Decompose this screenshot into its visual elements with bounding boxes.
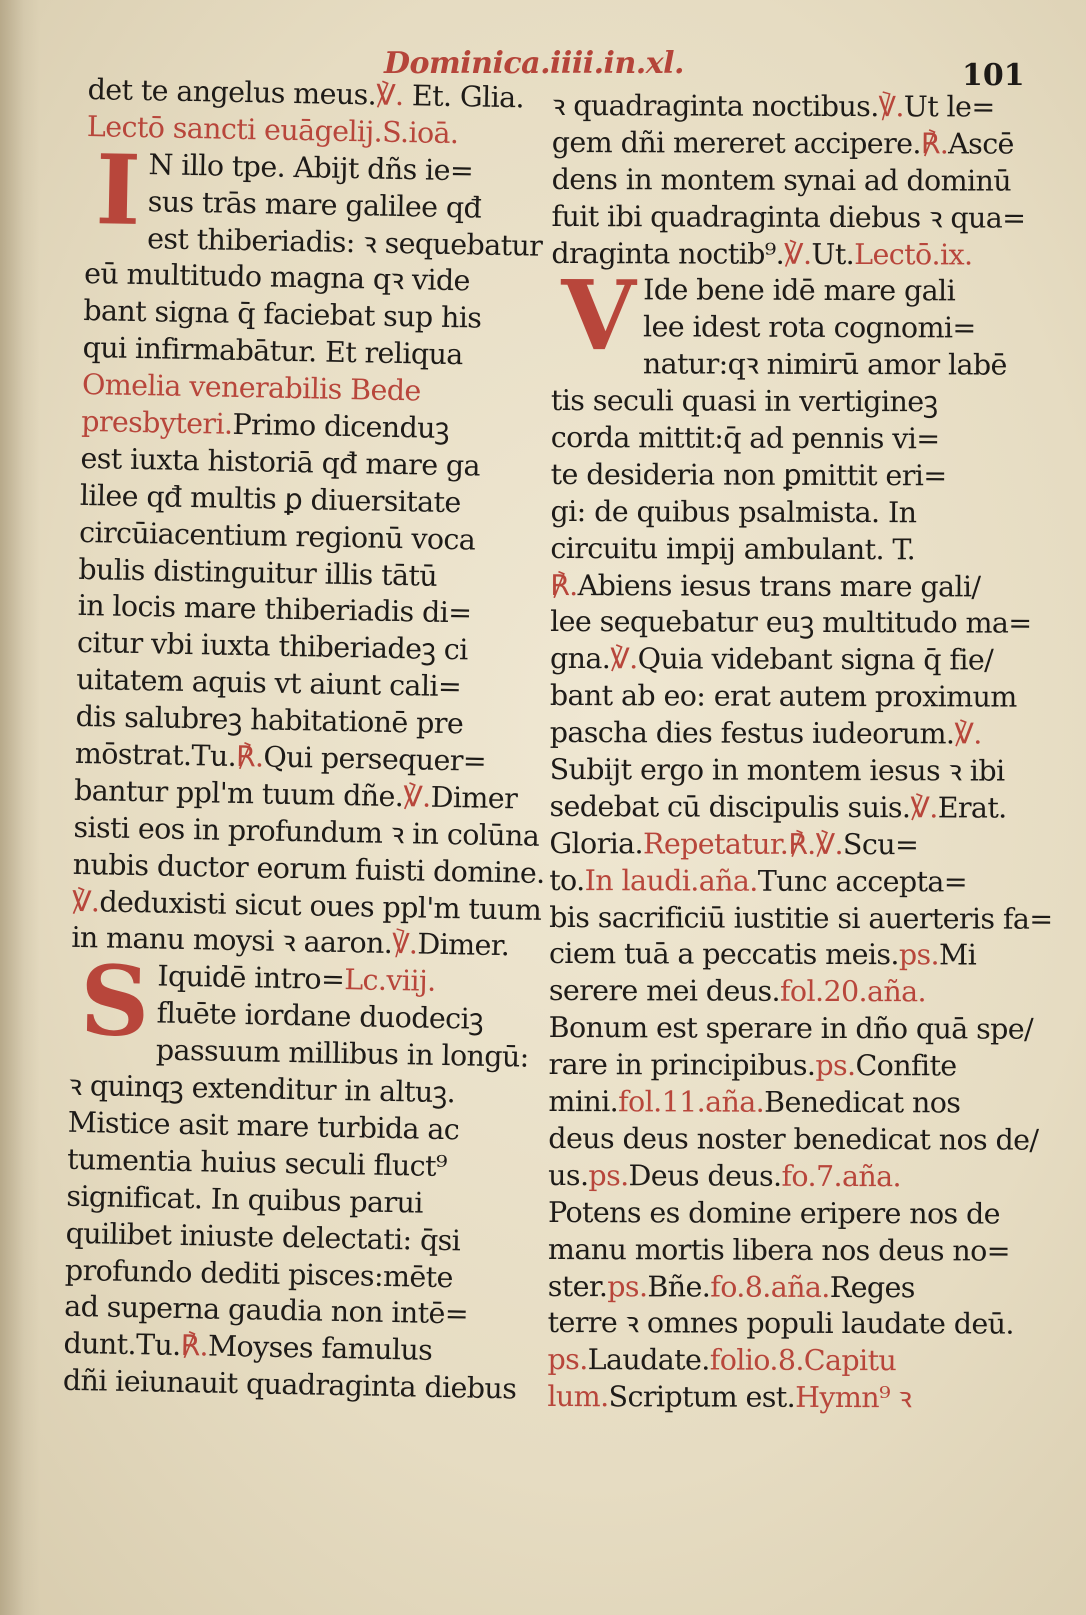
rubric-text: In laudi.aña. bbox=[584, 863, 758, 898]
body-text: fluēte iordane duodeciꝫ bbox=[156, 996, 484, 1037]
body-text: fuit ibi quadraginta diebus ꝛ qua= bbox=[551, 199, 1026, 235]
text-line bbox=[548, 1084, 1008, 1122]
text-line bbox=[549, 789, 1009, 827]
text-line bbox=[549, 678, 1017, 716]
body-text: gna. bbox=[549, 642, 611, 676]
left-column bbox=[62, 72, 546, 1408]
text-line bbox=[550, 715, 1010, 753]
body-text: qui infirmabātur. Et reliqua bbox=[82, 331, 463, 372]
body-text: deduxisti sicut oues ppl'm tuum bbox=[99, 884, 542, 927]
body-text: draginta noctib⁹. bbox=[551, 236, 785, 271]
body-text: ꝛ quinqꝫ extenditur in altuꝫ. bbox=[68, 1068, 456, 1110]
rubric-text: ℣. bbox=[878, 90, 904, 124]
body-text: Bñe. bbox=[647, 1269, 711, 1304]
body-text: in manu moysi ꝛ aaron. bbox=[71, 921, 393, 961]
rubric-text: Lectō sancti euāgelij.S.ioā. bbox=[86, 109, 459, 151]
body-text: tis seculi quasi in vertigineꝫ bbox=[550, 384, 938, 419]
text-line bbox=[550, 604, 1032, 642]
body-text: Scriptum est. bbox=[608, 1380, 796, 1415]
body-text: Abiens iesus trans mare gali/ bbox=[577, 568, 981, 604]
text-line bbox=[551, 383, 1011, 421]
body-text: terre ꝛ omnes populi laudate deū. bbox=[547, 1306, 1014, 1342]
rubric-text: Lc.viij. bbox=[343, 963, 436, 999]
body-text: ꝛ quadraginta noctibus. bbox=[551, 88, 879, 124]
text-line bbox=[549, 863, 1009, 901]
body-text: N illo tpe. Abijt dñs ie= bbox=[148, 147, 474, 188]
body-text: Et. Glia. bbox=[411, 79, 525, 115]
body-text: dis salubreꝫ habitationē pre bbox=[75, 700, 464, 741]
text-line bbox=[552, 162, 1012, 200]
text-line bbox=[550, 752, 1010, 790]
body-text: bis sacrificiū iustitie si auerteris fa= bbox=[549, 900, 1053, 936]
text-line bbox=[549, 936, 1009, 974]
body-text: Deus deus. bbox=[628, 1159, 782, 1193]
body-text: natur:qꝛ nimirū amor labē bbox=[642, 347, 1007, 382]
rubric-text: ℟. bbox=[180, 1329, 209, 1363]
body-text: passuum millibus in longū: bbox=[155, 1033, 530, 1074]
text-line bbox=[548, 1010, 1034, 1048]
text-line bbox=[549, 826, 1009, 864]
rubric-text: ps. bbox=[588, 1158, 629, 1193]
rubric-text: Omelia venerabilis Bede bbox=[81, 368, 422, 408]
body-text: sisti eos in profundum ꝛ in colūna bbox=[73, 810, 540, 853]
body-text: uitatem aquis vt aiunt cali= bbox=[76, 663, 462, 704]
rubric-text: ℣. bbox=[71, 884, 100, 918]
body-text: Mi bbox=[938, 938, 977, 972]
rubric-text: Hymn⁹ ꝛ bbox=[795, 1381, 912, 1415]
body-text: rare in principibus. bbox=[548, 1048, 816, 1083]
body-text: Dimer bbox=[430, 780, 518, 816]
body-text: Benedicat nos bbox=[764, 1085, 961, 1120]
body-text: dñi ieiunauit quadraginta diebus bbox=[62, 1363, 517, 1406]
text-line bbox=[548, 1158, 1008, 1196]
body-text: bant signa q̄ faciebat sup his bbox=[83, 294, 482, 335]
body-text: corda mittit:q̄ ad pennis vi= bbox=[550, 421, 940, 456]
gutter-shadow bbox=[0, 0, 40, 1615]
body-text: Scu= bbox=[842, 827, 919, 862]
rubric-text: ps. bbox=[898, 938, 940, 972]
body-text: Ut le= bbox=[903, 90, 995, 124]
rubric-text: fo.7.aña. bbox=[781, 1159, 902, 1194]
body-text: est thiberiadis: ꝛ sequebatur bbox=[146, 221, 543, 263]
body-text: est iuxta historiā qđ mare ga bbox=[80, 441, 481, 483]
text-line bbox=[551, 420, 1011, 458]
rubric-text: fo.8.aña. bbox=[710, 1270, 830, 1304]
rubric-text: folio.8.Capitu bbox=[709, 1343, 897, 1378]
body-text: Dimer. bbox=[417, 927, 510, 963]
rubric-text: ℟. bbox=[550, 568, 578, 602]
body-text: Iquidē intro= bbox=[157, 959, 345, 997]
body-text: in locis mare thiberiadis di= bbox=[77, 589, 472, 630]
body-text: det te angelus meus. bbox=[87, 72, 377, 112]
rubric-text: fol.11.aña. bbox=[618, 1085, 765, 1119]
rubric-text: fol.20.aña. bbox=[779, 975, 927, 1009]
body-text: gem dñi mereret accipere. bbox=[551, 125, 921, 161]
rubric-text: Repetatur.℟.℣. bbox=[642, 827, 844, 861]
text-line bbox=[62, 1363, 517, 1408]
body-text: tumentia huius seculi fluct⁹ bbox=[66, 1142, 448, 1183]
body-text: Subijt ergo in montem iesus ꝛ ibi bbox=[549, 753, 1005, 788]
text-line bbox=[551, 199, 1026, 237]
body-text: manu mortis libera nos deus no= bbox=[547, 1232, 1011, 1268]
body-text: Erat. bbox=[937, 791, 1007, 825]
body-text: Mistice asit mare turbida ac bbox=[67, 1105, 460, 1147]
body-text: dens in montem synai ad dominū bbox=[551, 162, 1012, 198]
body-text: sus trās mare galilee qđ bbox=[147, 184, 482, 225]
text-line bbox=[547, 1305, 1014, 1343]
body-text: to. bbox=[549, 863, 585, 897]
body-text: Confite bbox=[855, 1049, 957, 1083]
text-line bbox=[550, 568, 1010, 606]
body-text: Ide bene idē mare gali bbox=[643, 273, 956, 308]
body-text: lee sequebatur euꝫ multitudo ma= bbox=[550, 605, 1032, 641]
text-line bbox=[547, 1379, 1007, 1417]
body-text: us. bbox=[548, 1158, 589, 1192]
body-text: Quia videbant signa q̄ fie/ bbox=[637, 642, 994, 677]
rubric-text: ℣. bbox=[391, 927, 418, 961]
rubric-text: ℟. bbox=[235, 740, 264, 774]
body-text: serere mei deus. bbox=[548, 974, 781, 1009]
body-text: dunt.Tu. bbox=[63, 1327, 181, 1363]
body-text: ster. bbox=[547, 1269, 608, 1303]
body-text: Moyses famulus bbox=[207, 1329, 433, 1368]
rubric-text: ps. bbox=[607, 1269, 648, 1303]
body-text: circuitu impij ambulant. T. bbox=[550, 531, 916, 566]
running-title: Dominica.iiii.in.xl. bbox=[384, 46, 684, 81]
body-text: te desideria non ꝑmittit eri= bbox=[550, 457, 947, 493]
decorated-initial: I bbox=[94, 132, 142, 247]
text-line bbox=[550, 531, 1010, 569]
decorated-initial: S bbox=[79, 944, 150, 1059]
body-text: ciem tuā a peccatis meis. bbox=[548, 937, 899, 972]
body-text: profundo dediti pisces:mēte bbox=[64, 1253, 454, 1294]
rubric-text: ℟. bbox=[920, 127, 949, 161]
body-text: deus deus noster benedicat nos de/ bbox=[548, 1121, 1039, 1157]
body-text: gi: de quibus psalmista. In bbox=[550, 494, 917, 530]
text-line bbox=[551, 457, 1011, 495]
rubric-text: ps. bbox=[815, 1049, 856, 1083]
rubric-text: presbyteri. bbox=[80, 404, 233, 441]
body-text: Bonum est sperare in dño quā spe/ bbox=[548, 1011, 1034, 1046]
body-text: Laudate. bbox=[587, 1343, 710, 1377]
rubric-text: ℣. bbox=[403, 780, 432, 814]
rubric-text: ℣. bbox=[375, 78, 413, 113]
body-text: nubis ductor eorum fuisti domine. bbox=[72, 847, 546, 890]
text-line bbox=[552, 88, 1012, 126]
rubric-text: ℣. bbox=[784, 237, 812, 271]
body-text: significat. In quibus parui bbox=[66, 1179, 424, 1220]
body-text: Primo dicenduꝫ bbox=[232, 407, 450, 446]
text-line bbox=[549, 973, 1009, 1011]
text-line bbox=[547, 1342, 1007, 1380]
body-text: pascha dies festus iudeorum. bbox=[549, 716, 955, 751]
decorated-initial: V bbox=[561, 259, 636, 373]
text-line bbox=[548, 1195, 1008, 1233]
body-text: mini. bbox=[548, 1085, 619, 1119]
body-text: eū multitudo magna qꝛ vide bbox=[83, 257, 471, 298]
text-line bbox=[549, 1047, 1009, 1085]
folio-number: 101 bbox=[962, 58, 1025, 93]
text-line bbox=[552, 125, 1012, 163]
rubric-text: ps. bbox=[547, 1343, 588, 1377]
text-line bbox=[548, 1121, 1039, 1159]
body-text: Qui persequer= bbox=[263, 740, 487, 778]
body-text: Potens es domine eripere nos de bbox=[548, 1195, 1001, 1231]
body-text: mōstrat.Tu. bbox=[74, 736, 237, 773]
body-text: sedebat cū discipulis suis. bbox=[549, 789, 911, 825]
text-line bbox=[550, 494, 1010, 532]
text-line bbox=[549, 900, 1053, 938]
body-text: Tunc accepta= bbox=[757, 864, 968, 899]
body-text: quilibet iniuste delectati: q̄si bbox=[65, 1216, 461, 1257]
rubric-text: lum. bbox=[547, 1380, 609, 1414]
body-text: Reges bbox=[829, 1270, 915, 1304]
body-text: lilee qđ multis ꝑ diuersitate bbox=[79, 478, 462, 520]
rubric-text: ℣. bbox=[610, 642, 638, 676]
body-text: citur vbi iuxta thiberiadeꝫ ci bbox=[76, 626, 469, 667]
text-line bbox=[547, 1232, 1011, 1270]
rubric-text: Lectō.ix. bbox=[854, 237, 973, 272]
rubric-text: ℣. bbox=[910, 791, 938, 825]
body-text: ad superna gaudia non intē= bbox=[63, 1290, 469, 1331]
right-column bbox=[547, 88, 1053, 1418]
text-line bbox=[551, 236, 1011, 274]
body-text: bantur ppl'm tuum dñe. bbox=[73, 773, 404, 814]
body-text: bant ab eo: erat autem proximum bbox=[549, 679, 1017, 714]
body-text: lee idest rota cognomi= bbox=[642, 310, 976, 345]
text-line bbox=[548, 1268, 1008, 1306]
body-text: circūiacentium regionū voca bbox=[78, 515, 476, 557]
body-text: Gloria. bbox=[549, 826, 644, 861]
body-text: bulis distinguitur illis tātū bbox=[78, 552, 438, 593]
text-line bbox=[550, 641, 1010, 679]
body-text: Ascē bbox=[948, 127, 1014, 161]
rubric-text: ℣. bbox=[954, 717, 982, 751]
body-text: Ut. bbox=[811, 237, 855, 271]
